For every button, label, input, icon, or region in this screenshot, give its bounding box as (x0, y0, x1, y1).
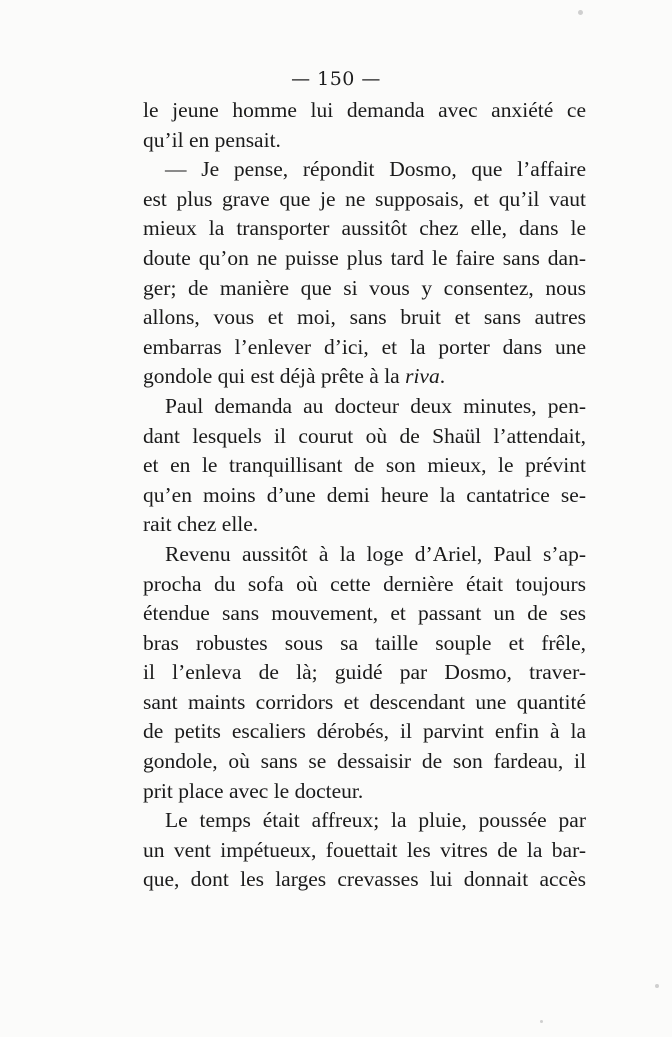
text-line: étendue sans mouvement, et passant un de ses (143, 601, 586, 626)
text-line: il l’enleva de là; guidé par Dosmo, traver- (143, 660, 586, 685)
text-line: dant lesquels il courut où de Shaül l’attendait, (143, 423, 586, 448)
text-line: que, dont les larges crevasses lui donnait accès (143, 867, 586, 892)
text-line: procha du sofa où cette dernière était toujours (143, 571, 586, 596)
text-line: bras robustes sous sa taille souple et frêle, (143, 630, 586, 655)
text-line: est plus grave que je ne supposais, et qu’il vaut (143, 186, 586, 211)
text-line: rait chez elle. (143, 512, 259, 537)
paper-speck (578, 10, 583, 15)
text-line: gondole qui est déjà prête à la riva. (143, 364, 446, 389)
text-line: mieux la transporter aussitôt chez elle, dans le (143, 216, 586, 241)
text-line: gondole, où sans se dessaisir de son fardeau, il (143, 749, 586, 774)
page-number: — 150 — (291, 68, 381, 90)
text-line: un vent impétueux, fouettait les vitres de la bar- (143, 837, 586, 862)
text-line: et en le tranquillisant de son mieux, le prévint (143, 453, 586, 478)
text-line: de petits escaliers dérobés, il parvint enfin à la (143, 719, 586, 744)
text-line: qu’il en pensait. (143, 127, 281, 152)
text-line: allons, vous et moi, sans bruit et sans autres (143, 305, 586, 330)
text-line: — Je pense, répondit Dosmo, que l’affaire (165, 157, 586, 182)
text-line: qu’en moins d’une demi heure la cantatrice se- (143, 482, 586, 507)
text-line: Le temps était affreux; la pluie, poussée par (165, 808, 586, 833)
text-line: le jeune homme lui demanda avec anxiété ce (143, 98, 586, 122)
text-line: ger; de manière que si vous y consentez, nous (143, 275, 586, 300)
paper-speck (540, 1020, 543, 1023)
text-line: Revenu aussitôt à la loge d’Ariel, Paul s’ap- (165, 541, 586, 566)
paper-speck (655, 984, 659, 988)
text-line: prit place avec le docteur. (143, 778, 364, 803)
page-body-text (143, 96, 586, 895)
text-line: Paul demanda au docteur deux minutes, pen- (165, 393, 586, 418)
text-line: sant maints corridors et descendant une quantité (143, 689, 586, 714)
text-line: doute qu’on ne puisse plus tard le faire sans dan- (143, 245, 586, 270)
text-line: embarras l’enlever d’ici, et la porter dans une (143, 334, 586, 359)
